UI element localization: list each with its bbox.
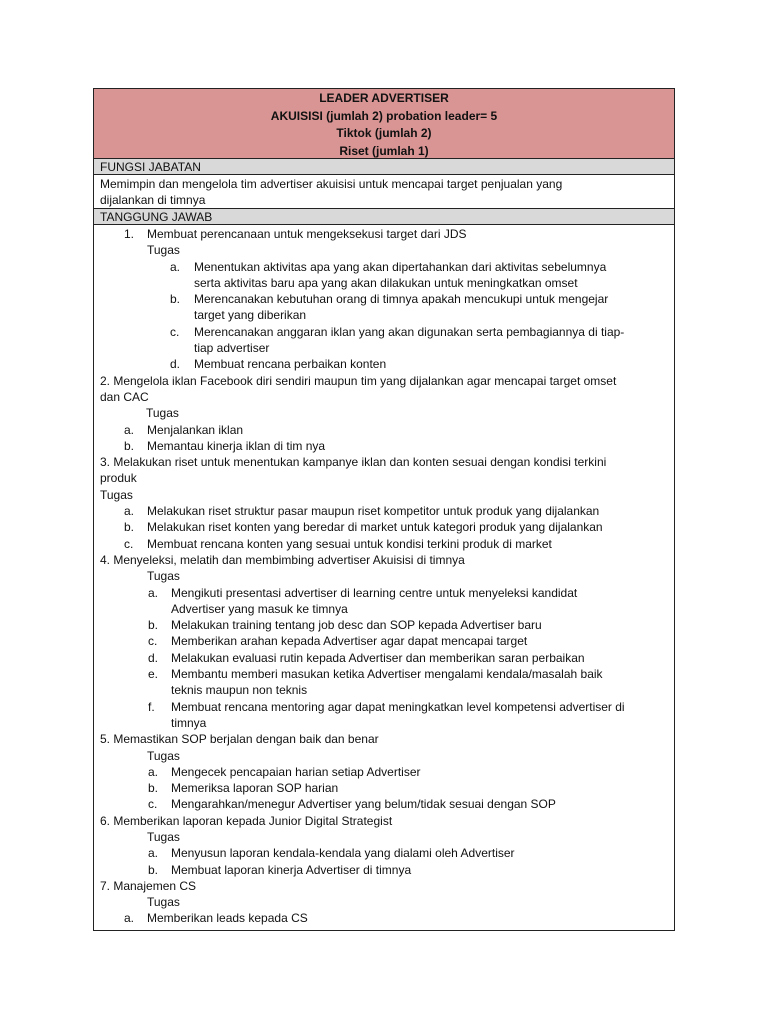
list-text: timnya: [171, 715, 207, 730]
list-text: Membuat perencanaan untuk mengeksekusi target dari JDS: [147, 227, 467, 241]
header-tiktok: Tiktok (jumlah 2): [336, 126, 432, 140]
list-text: dan CAC: [100, 389, 149, 404]
list-marker: a.: [148, 764, 159, 779]
list-marker: c.: [148, 634, 158, 649]
list-text: Memantau kinerja iklan di tim nya: [147, 438, 326, 453]
list-line: [94, 552, 674, 568]
fungsi-line: Memimpin dan mengelola tim advertiser akuisisi untuk mencapai target penjualan yang: [100, 177, 563, 191]
list-marker: b.: [124, 438, 135, 453]
list-line: [94, 617, 674, 633]
list-line: [94, 764, 674, 780]
fungsi-line: dijalankan di timnya: [100, 193, 206, 208]
list-text: Tugas: [147, 748, 180, 763]
list-text: Memberikan arahan kepada Advertiser agar dapat mencapai target: [171, 634, 528, 649]
list-line: [94, 845, 674, 861]
tanggung-jawab-list: [94, 225, 674, 927]
list-line: [94, 780, 674, 796]
list-line: [94, 910, 674, 926]
list-line: [94, 536, 674, 552]
list-text: Merencanakan kebutuhan orang di timnya apakah mencukupi untuk mengejar: [194, 292, 609, 307]
list-line: [94, 275, 674, 291]
list-marker: a.: [124, 422, 135, 437]
list-text: Membuat rencana konten yang sesuai untuk kondisi terkini produk di market: [147, 536, 552, 551]
header-akuisisi: AKUISISI (jumlah 2) probation leader= 5: [270, 108, 498, 123]
list-text: Tugas: [147, 895, 180, 910]
list-marker: a.: [170, 259, 181, 274]
list-text: Membantu memberi masukan ketika Advertiser mengalami kendala/masalah baik: [171, 667, 603, 682]
list-line: [94, 226, 674, 242]
list-line: [94, 356, 674, 372]
list-text: Melakukan riset struktur pasar maupun riset kompetitor untuk produk yang dijalankan: [147, 504, 600, 519]
list-marker: a.: [124, 911, 135, 926]
list-marker: b.: [124, 520, 135, 535]
list-line: [94, 862, 674, 878]
list-text: Melakukan evaluasi rutin kepada Advertiser dan memberikan saran perbaikan: [171, 650, 585, 665]
list-line: [94, 454, 674, 470]
list-line: [94, 470, 674, 486]
list-text: 3. Melakukan riset untuk menentukan kampanye iklan dan konten sesuai dengan kondisi terkini: [100, 455, 607, 470]
list-line: [94, 568, 674, 584]
list-line: [94, 340, 674, 356]
list-line: [94, 633, 674, 649]
list-marker: f.: [148, 699, 155, 714]
list-text: Menjalankan iklan: [147, 422, 244, 437]
list-text: 6. Memberikan laporan kepada Junior Digital Strategist: [100, 813, 393, 828]
list-line: [94, 829, 674, 845]
list-line: [94, 405, 674, 421]
list-line: [94, 585, 674, 601]
list-text: 2. Mengelola iklan Facebook diri sendiri maupun tim yang dijalankan agar mencapai target omset: [100, 373, 617, 388]
list-text: 7. Manajemen CS: [100, 878, 197, 893]
list-text: Mengikuti presentasi advertiser di learning centre untuk menyeleksi kandidat: [171, 585, 578, 600]
header-title: LEADER ADVERTISER: [319, 91, 449, 105]
list-line: [94, 389, 674, 405]
list-marker: 1.: [124, 227, 135, 241]
list-text: produk: [100, 471, 137, 486]
list-marker: b.: [148, 781, 159, 796]
list-text: Membuat rencana perbaikan konten: [194, 357, 387, 372]
list-marker: b.: [170, 292, 181, 307]
list-line: [94, 682, 674, 698]
list-text: Memeriksa laporan SOP harian: [171, 781, 339, 796]
list-marker: a.: [148, 585, 159, 600]
list-line: [94, 519, 674, 535]
list-text: Tugas: [100, 487, 133, 502]
list-line: [94, 422, 674, 438]
fungsi-jabatan-heading: FUNGSI JABATAN: [94, 159, 674, 175]
list-text: Melakukan riset konten yang beredar di market untuk kategori produk yang dijalankan: [147, 520, 603, 535]
list-line: [94, 487, 674, 503]
list-line: [94, 259, 674, 275]
list-line: [94, 438, 674, 454]
list-text: Menyusun laporan kendala-kendala yang dialami oleh Advertiser: [171, 846, 515, 861]
list-marker: b.: [148, 862, 159, 877]
list-marker: d.: [148, 650, 159, 665]
list-marker: a.: [148, 846, 159, 861]
list-text: Memberikan leads kepada CS: [147, 911, 308, 926]
list-marker: c.: [148, 797, 158, 812]
list-line: [94, 324, 674, 340]
list-text: teknis maupun non teknis: [171, 683, 308, 698]
list-text: Tugas: [147, 569, 180, 584]
list-text: Mengarahkan/menegur Advertiser yang belum/tidak sesuai dengan SOP: [171, 797, 556, 812]
list-text: Melakukan training tentang job desc dan SOP kepada Advertiser baru: [171, 618, 542, 633]
job-description-document: [93, 88, 675, 931]
fungsi-jabatan-text: [94, 175, 674, 209]
list-line: [94, 813, 674, 829]
list-text: Tugas: [146, 406, 179, 421]
list-line: [94, 731, 674, 747]
list-marker: c.: [170, 324, 180, 339]
tanggung-jawab-heading: TANGGUNG JAWAB: [94, 209, 674, 225]
list-marker: a.: [124, 504, 135, 519]
list-text: Advertiser yang masuk ke timnya: [171, 601, 348, 616]
list-line: [94, 650, 674, 666]
list-line: [94, 666, 674, 682]
list-line: [94, 242, 674, 258]
list-line: [94, 373, 674, 389]
list-text: tiap advertiser: [194, 341, 270, 356]
list-text: Membuat laporan kinerja Advertiser di timnya: [171, 862, 412, 877]
list-text: target yang diberikan: [194, 308, 307, 323]
list-line: [94, 699, 674, 715]
list-marker: c.: [124, 536, 134, 551]
document-header: [94, 89, 674, 159]
list-line: [94, 748, 674, 764]
list-text: 4. Menyeleksi, melatih dan membimbing advertiser Akuisisi di timnya: [100, 552, 465, 567]
list-line: [94, 715, 674, 731]
list-text: serta aktivitas baru apa yang akan dilakukan untuk meningkatkan omset: [194, 275, 578, 290]
header-riset: Riset (jumlah 1): [339, 143, 429, 158]
list-line: [94, 601, 674, 617]
list-line: [94, 878, 674, 894]
list-text: Mengecek pencapaian harian setiap Advertiser: [171, 764, 421, 779]
list-text: Membuat rencana mentoring agar dapat meningkatkan level kompetensi advertiser di: [171, 699, 625, 714]
list-marker: e.: [148, 667, 159, 682]
list-line: [94, 796, 674, 812]
list-line: [94, 894, 674, 910]
list-marker: b.: [148, 618, 159, 633]
list-text: 5. Memastikan SOP berjalan dengan baik dan benar: [100, 732, 379, 747]
list-text: Tugas: [147, 829, 180, 844]
list-line: [94, 291, 674, 307]
list-text: Menentukan aktivitas apa yang akan dipertahankan dari aktivitas sebelumnya: [194, 259, 607, 274]
list-text: Tugas: [147, 243, 180, 258]
list-text: Merencanakan anggaran iklan yang akan digunakan serta pembagiannya di tiap-: [194, 324, 625, 339]
list-line: [94, 503, 674, 519]
list-line: [94, 307, 674, 323]
list-marker: d.: [170, 357, 181, 372]
